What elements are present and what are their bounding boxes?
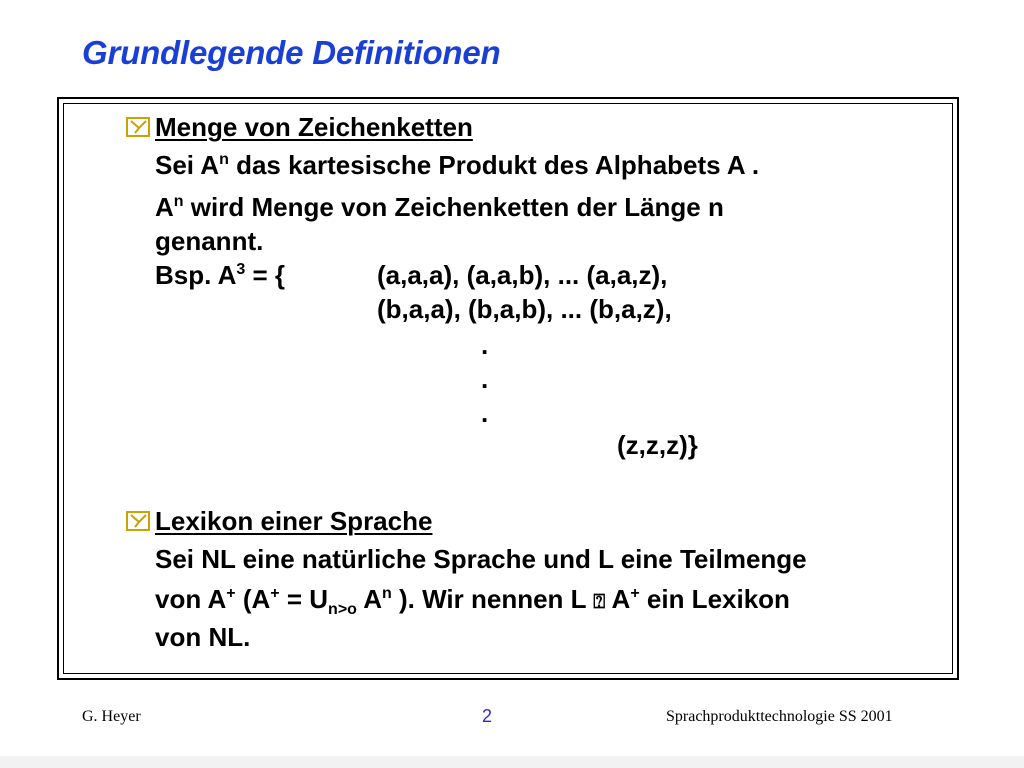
bottom-bar — [0, 756, 1024, 768]
example-ellipsis-dot-3: . — [481, 398, 489, 428]
example-label: Bsp. $A^3$ = { — [155, 260, 286, 290]
checkbox-bullet-icon — [126, 511, 150, 531]
footer-author: G. Heyer — [82, 708, 141, 725]
definition-line-1: Sei $A^n$ das kartesische Produkt des Alphabets A . — [155, 150, 760, 180]
footer-page-number: 2 — [482, 706, 493, 726]
checkbox-bullet-icon — [126, 117, 150, 137]
definition-line-2: $A^n$ wird Menge von Zeichenketten der Länge n — [155, 192, 724, 222]
section-heading-zeichenketten: Menge von Zeichenketten — [155, 112, 473, 142]
slide-title: Grundlegende Definitionen — [82, 34, 501, 71]
definition-line-3: genannt. — [155, 226, 264, 256]
section-heading-lexikon: Lexikon einer Sprache — [155, 506, 433, 536]
example-row-2: (b,a,a), (b,a,b), ... (b,a,z), — [377, 294, 672, 324]
example-last-row: (z,z,z)} — [617, 430, 698, 460]
lexikon-line-2: von A+ ($A^+ = U_{n>o}$ $A^n$ ). Wir nennen L ⍰ A+ ein Lexikon — [155, 584, 790, 618]
example-ellipsis-dot-1: . — [481, 330, 489, 360]
footer-course: Sprachprodukttechnologie SS 2001 — [666, 708, 893, 725]
lexikon-line-3: von NL. — [155, 622, 251, 652]
example-row-1: (a,a,a), (a,a,b), ... (a,a,z), — [377, 260, 668, 290]
lexikon-line-1: Sei NL eine natürliche Sprache und L eine Teilmenge — [155, 544, 807, 574]
unknown-symbol-icon: ⍰ — [593, 589, 606, 613]
example-ellipsis-dot-2: . — [481, 364, 489, 394]
